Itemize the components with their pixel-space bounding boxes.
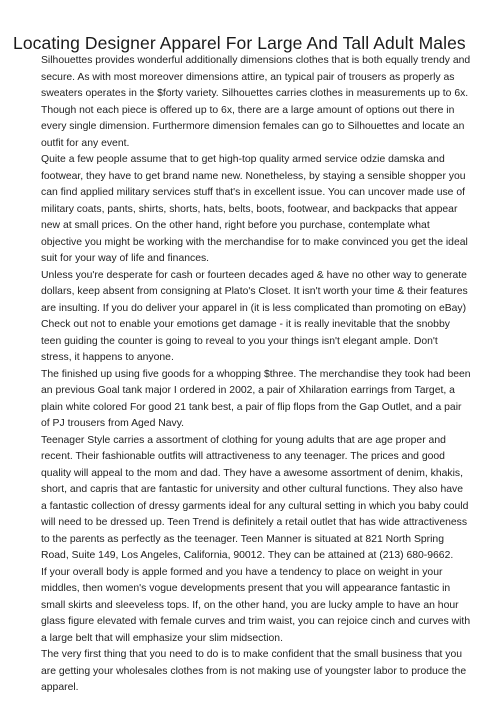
paragraph-5: Teenager Style carries a assortment of clothing for young adults that are age proper and recent. Their fashionable outfits will attractiveness to any teenager. The prices and good quality will appeal to the mom and dad. They have a awesome assortment of denim, khakis, short, and capris that are fantastic for university and other cultural functions. They also have a fantastic collection of dressy garments ideal for any cultural setting in which you baby could will need to be dressed up. Teen Trend is definitely a retail outlet that has wide attractiveness to the parents as perfectly as the teenager. Teen Manner is situated at 821 North Spring Road, Suite 149, Los Angeles, California, 90012. They can be attained at (213) 680-9662. [41,434,469,561]
paragraph-2: Quite a few people assume that to get high-top quality armed service odzie damska and footwear, they have to get brand name new. Nonetheless, by staying a sensible shopper you can find applied military services stuff that's in excellent issue. You can uncover made use of military coats, pants, shirts, shorts, hats, belts, boots, footwear, and backpacks that appear new at small prices. On the other hand, right before you purchase, contemplate what objective you might be working with the merchandise for to make convinced you get the ideal suit for your way of life and finances. [41,154,468,264]
paragraph-6: If your overall body is apple formed and you have a tendency to place on weight in your middles, then women's vogue developments present that you will appearance fantastic in small skirts and sleeveless tops. If, on the other hand, you are lucky ample to have an hour glass figure elevated with female curves and trim waist, you can rejoice cinch and curves with a large belt that will emphasize your slim midsection. [41,566,471,644]
article-body [41,53,471,697]
paragraph-3: Unless you're desperate for cash or fourteen decades aged & have no other way to generate dollars, keep absent from consigning at Plato's Closet. It isn't worth your time & their features are insulting. If you do deliver your apparel in (it is less complicated than promoting on eBay) Check out not to enable your emotions get damage - it is really inevitable that the snobby teen guiding the counter is going to reveal to you your things isn't elegant ample. Don't stress, it happens to anyone. [41,269,468,363]
paragraph-4: The finished up using five goods for a whopping $three. The merchandise they took had been an previous Goal tank major I ordered in 2002, a pair of Xhilaration earrings from Target, a plain white colored For good 21 tank best, a pair of flip flops from the Gap Outlet, and a pair of PJ trousers from Aged Navy. [41,368,471,429]
paragraph-7: The very first thing that you need to do is to make confident that the small business that you are getting your wholesales clothes from is not making use of youngster labor to produce the apparel. [41,649,467,693]
page-title: Locating Designer Apparel For Large And Tall Adult Males [13,32,466,53]
paragraph-1: Silhouettes provides wonderful additionally dimensions clothes that is both equally trendy and secure. As with most moreover dimensions attire, an typical pair of trousers as properly as sweaters operates in the $forty variety. Silhouettes carries clothes in measurements up to 6x. Though not each piece is offered up to 6x, there are a large amount of options out there in every single dimension. Furthermore dimension females can go to Silhouettes and locate an outfit for any event. [41,55,471,149]
